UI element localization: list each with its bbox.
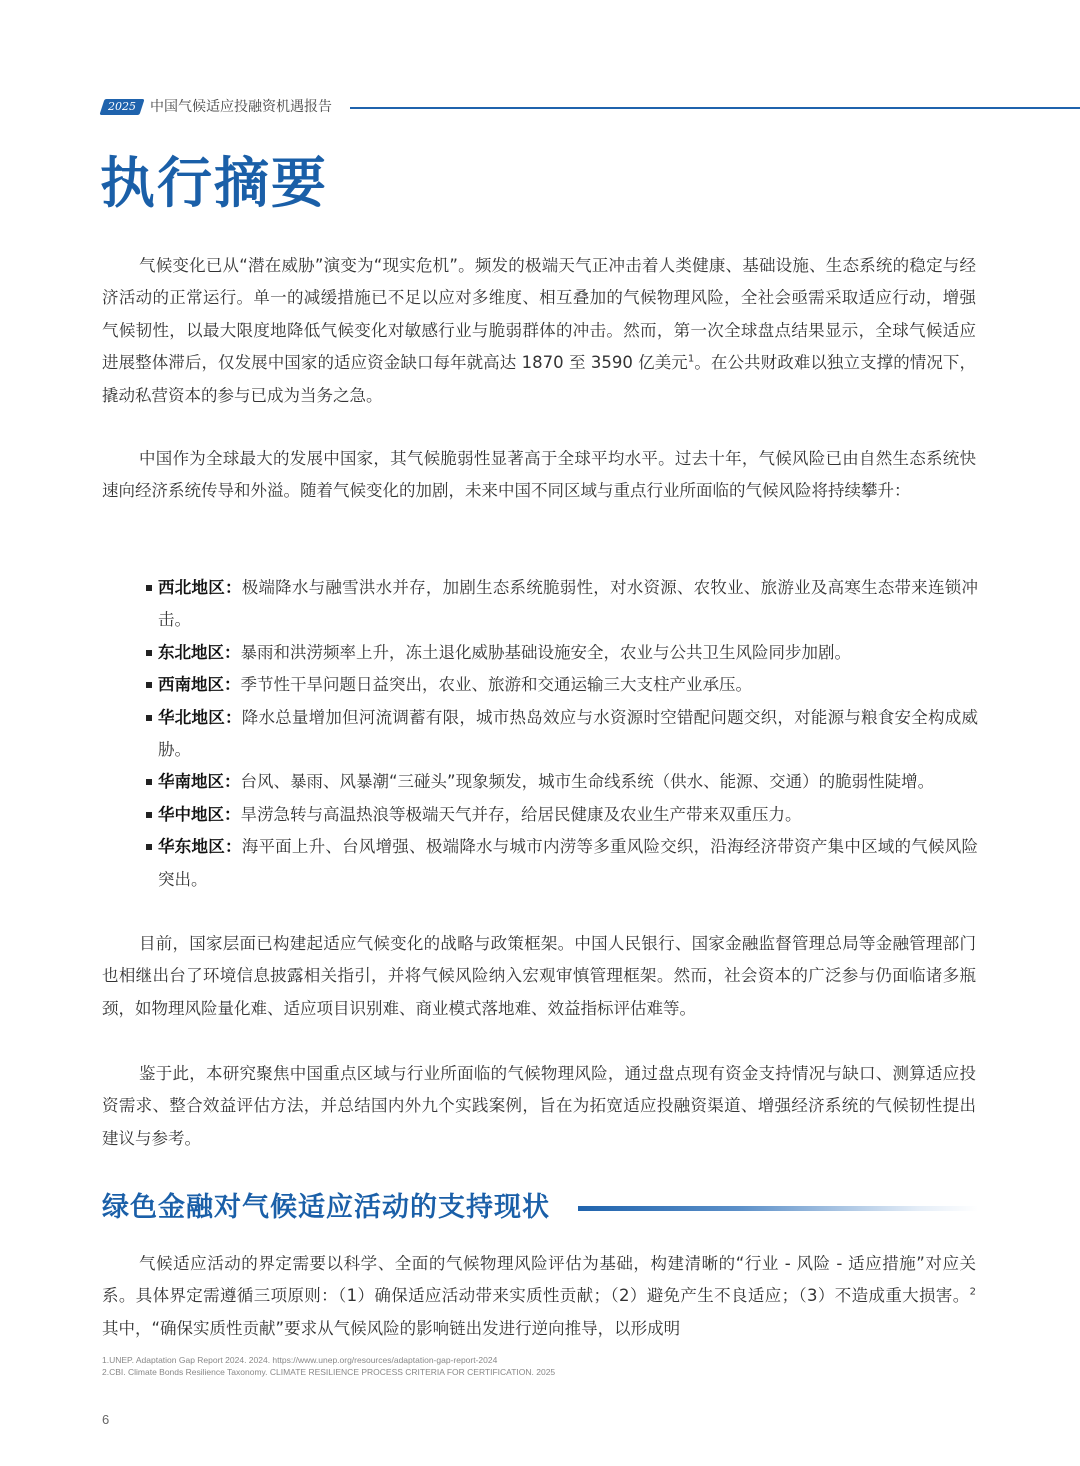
list-item bbox=[146, 766, 978, 798]
list-item bbox=[146, 702, 978, 767]
bullet-square bbox=[146, 585, 152, 591]
list-item bbox=[146, 637, 978, 669]
running-header bbox=[102, 96, 1080, 122]
paragraph-intro-end: 。在公共财政难以独立支撑的情况下，撬动私营资本的参与已成为当务之急。 bbox=[102, 353, 976, 405]
section-title-rule bbox=[578, 1206, 978, 1211]
report-title: 中国气候适应投融资机遇报告 bbox=[150, 99, 332, 115]
region-text: 降水总量增加但河流调蓄有限，城市热岛效应与水资源时空错配问题交织，对能源与粮食安全构成威胁。 bbox=[158, 707, 979, 760]
paragraph-intro bbox=[102, 250, 976, 412]
year-label: 2025 bbox=[108, 100, 136, 113]
region-name: 华南地区： bbox=[158, 772, 241, 792]
page-title: 执行摘要 bbox=[100, 151, 329, 215]
paragraph-intro-text: 气候变化已从“潜在威胁”演变为“现实危机”。频发的极端天气正冲击着人类健康、基础设施、生态系统的稳定与经济活动的正常运行。单一的减缓措施已不足以应对多维度、相互叠加的气候物理风险，全社会亟需采取适应行动，增强气候韧性，以最大限度地降低气候变化对敏感行业与脆弱群体的冲击。然而，第一次全球盘点结果显示，全球气候适应进展整体滞后，仅发展中国家的适应资金缺口每年就高达 1870 至 3590 亿美元 bbox=[102, 256, 976, 373]
paragraph-definition-end: 其中，“确保实质性贡献”要求从气候风险的影响链出发进行逆向推导，以形成明 bbox=[102, 1318, 681, 1338]
footnote-2: 2.CBI. Climate Bonds Resilience Taxonomy. CLIMATE RESILIENCE PROCESS CRITERIA FOR CERTIFICATION. 2025 bbox=[102, 1367, 556, 1377]
region-text: 暴雨和洪涝频率上升，冻土退化威胁基础设施安全，农业与公共卫生风险同步加剧。 bbox=[240, 642, 851, 662]
bullet-square bbox=[146, 844, 152, 850]
footnote-ref-1[interactable]: 1 bbox=[687, 353, 695, 365]
region-name: 西南地区： bbox=[158, 675, 241, 695]
region-name: 西北地区： bbox=[158, 578, 242, 597]
bullet-square bbox=[146, 650, 152, 656]
paragraph-definition bbox=[102, 1248, 976, 1345]
region-text: 台风、暴雨、风暴潮“三碰头”现象频发，城市生命线系统（供水、能源、交通）的脆弱性陡增。 bbox=[240, 772, 935, 792]
paragraph-study-focus: 鉴于此，本研究聚焦中国重点区域与行业所面临的气候物理风险，通过盘点现有资金支持情况与缺口、测算适应投资需求、整合效益评估方法，并总结国内外九个实践案例，旨在为拓宽适应投融资渠道、增强经济系统的气候韧性提出建议与参考。 bbox=[102, 1064, 976, 1148]
region-risk-list bbox=[146, 572, 978, 896]
region-text: 季节性干旱问题日益突出，农业、旅游和交通运输三大支柱产业承压。 bbox=[240, 675, 752, 695]
bullet-square bbox=[146, 715, 152, 721]
region-name: 华东地区： bbox=[158, 837, 242, 857]
region-text: 极端降水与融雪洪水并存，加剧生态系统脆弱性，对水资源、农牧业、旅游业及高寒生态带来连锁冲击。 bbox=[158, 578, 979, 630]
bullet-square bbox=[146, 812, 152, 818]
footnotes bbox=[102, 1354, 976, 1378]
list-item bbox=[146, 799, 978, 831]
region-name: 华北地区： bbox=[158, 707, 242, 727]
region-text: 海平面上升、台风增强、极端降水与城市内涝等多重风险交织，沿海经济带资产集中区域的气候风险突出。 bbox=[158, 837, 979, 889]
paragraph-policy: 目前，国家层面已构建起适应气候变化的战略与政策框架。中国人民银行、国家金融监督管理总局等金融管理部门也相继出台了环境信息披露相关指引，并将气候风险纳入宏观审慎管理框架。然而，社会资本的广泛参与仍面临诸多瓶颈，如物理风险量化难、适应项目识别难、商业模式落地难、效益指标评估难等。 bbox=[102, 934, 976, 1018]
region-name: 华中地区： bbox=[158, 804, 241, 824]
paragraph-definition-text: 气候适应活动的界定需要以科学、全面的气候物理风险评估为基础，构建清晰的“行业 - 风险 - 适应措施”对应关系。具体界定需遵循三项原则：（1）确保适应活动带来实质性贡献；（2）避免产生不良适应；（3）不造成重大损害。 bbox=[102, 1254, 976, 1306]
list-item bbox=[146, 669, 978, 701]
footnote-1: 1.UNEP. Adaptation Gap Report 2024. 2024. https://www.unep.org/resources/adaptation-gap-report-2024 bbox=[102, 1355, 498, 1365]
bullet-square bbox=[146, 779, 152, 785]
page-number: 6 bbox=[102, 1412, 110, 1427]
list-item bbox=[146, 572, 978, 637]
section-title: 绿色金融对气候适应活动的支持现状 bbox=[102, 1192, 550, 1223]
header-rule bbox=[350, 107, 1080, 109]
footnote-ref-2[interactable]: 2 bbox=[969, 1286, 976, 1298]
region-name: 东北地区： bbox=[158, 642, 241, 662]
region-text: 旱涝急转与高温热浪等极端天气并存，给居民健康及农业生产带来双重压力。 bbox=[240, 804, 802, 824]
bullet-square bbox=[146, 682, 152, 688]
paragraph-china-risk: 中国作为全球最大的发展中国家，其气候脆弱性显著高于全球平均水平。过去十年，气候风险已由自然生态系统快速向经济系统传导和外溢。随着气候变化的加剧，未来中国不同区域与重点行业所面临的气候风险将持续攀升： bbox=[102, 449, 976, 501]
list-item bbox=[146, 831, 978, 896]
